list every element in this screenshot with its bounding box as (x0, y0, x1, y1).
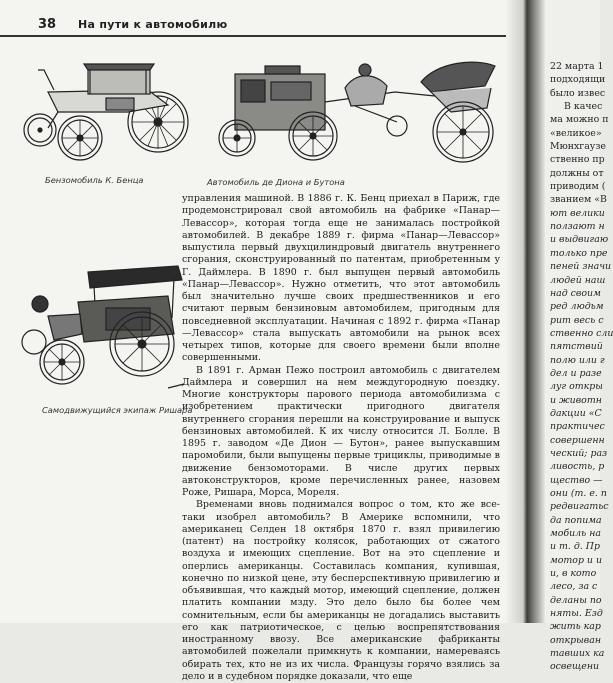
right-line: мотор и и (550, 554, 602, 566)
right-line: ют велики (550, 207, 605, 219)
right-line: и выдвигаю (550, 234, 609, 246)
right-line: 22 марта 1 (550, 61, 604, 72)
right-line: ственно пр (550, 154, 605, 166)
right-line: няты. Езд (550, 608, 603, 620)
de-dion-bouton-illustration (205, 52, 507, 172)
right-line: тавших ка (550, 648, 605, 660)
body-text (182, 193, 500, 683)
running-title: На пути к автомобилю (78, 18, 228, 31)
richard-carriage-illustration (18, 262, 188, 392)
right-line: ма можно п (550, 114, 609, 126)
right-line: полю или г (550, 354, 605, 366)
right-line: пятствий (550, 341, 603, 353)
right-line: лесо, за с (550, 581, 598, 593)
figure-de-dion (205, 52, 507, 172)
paragraph: управления машиной. В 1886 г. К. Бенц приехал в Париж, где продемонстрировал свой автомобиль на фабрике «Панар—Левассор», которая тогда еще не занималась постройкой автомобилей. В декабре 1889 г. фирма «Панар—Левассор» выпустила первый двухцилиндровый двигатель внутреннего сгорания, сконструированный по патентам, приобретенным у Г. Даймлера. В 1890 г. был выпущен первый автомобиль «Панар—Левассор». Нужно отметить, что этот автомобиль был значительно лучше своих предшественников и его считают первым бензиновым автомобилем, пригодным для повседневной эксплуатации. Начиная с 1892 г. фирма «Панар—Левассор» стала выпускать автомобили на рынок всех четырех типов, которые для своего времени были вполне совершенными. (182, 193, 500, 364)
right-line: приводим ( (550, 181, 606, 193)
benz-motorwagen-illustration (18, 50, 198, 170)
figure-caption: Самодвижущийся экипаж Ришара (42, 405, 193, 415)
right-line: щество — (550, 474, 603, 486)
right-line: дакции «С (550, 407, 602, 419)
right-line: ственно сли (550, 327, 613, 339)
right-line: открыван (550, 634, 601, 646)
right-line: луг откры (550, 381, 603, 393)
right-line: подходящи (550, 74, 606, 86)
right-page-text (550, 60, 613, 674)
paragraph: Временами вновь поднимался вопрос о том, кто же все-таки изобрел автомобиль? В Америке вспомнили, что американец Селден 18 октября 1870 г. взял привилегию (патент) на постройку колясок, работающих от сжатого воздуха и имеющих сцепление. Вот на это сцепление и оперлись американцы. Составилась компания, купившая, конечно по низкой цене, эту бесперспективную привилегию и объявившая, что каждый мотор, имеющий сцепление, должен платить компании мзду. Это дело было бы более чем сомнительным, если бы американцы не догадались выставить его как патриотическое, с целью воспрепятствования иностранному ввозу. Все американские фабриканты автомобилей пожелали примкнуть к компании, намереваясь обирать тех, кто не из их числа. Французы горячо взялись за дело и в судебном порядке доказали, что еще (182, 499, 500, 682)
right-line: и животн (550, 394, 602, 406)
right-line: редвигатьс (550, 501, 609, 513)
right-line: ползают н (550, 221, 605, 233)
figure-caption: Автомобиль де Диона и Бутона (207, 177, 345, 187)
page-header (0, 14, 510, 36)
book-gutter (505, 0, 545, 623)
right-line: да попима (550, 514, 602, 526)
figure-richard (18, 262, 188, 392)
right-line: они (т. е. п (550, 488, 607, 499)
right-line: должны от (550, 167, 604, 179)
right-line: было извес (550, 87, 606, 99)
right-line: людей наш (550, 274, 606, 286)
right-line: ред людьм (550, 301, 604, 313)
right-line: званием «В (550, 194, 607, 206)
right-line: «великое» (550, 127, 602, 139)
right-line: деланы по (550, 594, 602, 606)
right-line: только пре (550, 247, 608, 259)
paragraph: В 1891 г. Арман Пежо построил автомобиль с двигателем Даймлера и совершил на нем междугородную поездку. Многие конструкторы парового периода автомобилизма с изобретением практически пригодного двигателя внутреннего сгорания перешли на конструирование и выпуск бензиновых автомобилей. К их числу относится Л. Болле. В 1895 г. заводом «Де Дион — Бутон», ранее выпускавшим паромобили, были выпущены первые трициклы, приводимые в движение бензомоторами. В числе других первых автоконструкторов, кроме перечисленных ранее, назовем Роже, Ришара, Морса, Мореля. (182, 364, 500, 498)
right-line: ческий; раз (550, 447, 608, 459)
right-line: освещени (550, 661, 600, 673)
right-line: и т. д. Пр (550, 541, 600, 553)
right-line: жить кар (550, 621, 601, 633)
figure-benz (18, 50, 198, 170)
page-number: 38 (38, 17, 57, 32)
right-line: и, в кото (550, 568, 597, 580)
right-line: мобиль на (550, 528, 601, 540)
right-line: над своим (550, 287, 601, 299)
right-line: совершенн (550, 434, 605, 446)
right-line: Мюнхгаузе (550, 141, 606, 153)
right-line: пеней значи (550, 261, 612, 273)
right-line: ливость, р (550, 461, 605, 473)
right-line: В качес (564, 101, 603, 113)
figure-caption: Бензомобиль К. Бенца (45, 175, 144, 185)
right-line: дел и разе (550, 367, 602, 379)
header-rule (0, 35, 506, 37)
right-line: рит весь с (550, 314, 604, 326)
right-line: практичес (550, 421, 605, 433)
